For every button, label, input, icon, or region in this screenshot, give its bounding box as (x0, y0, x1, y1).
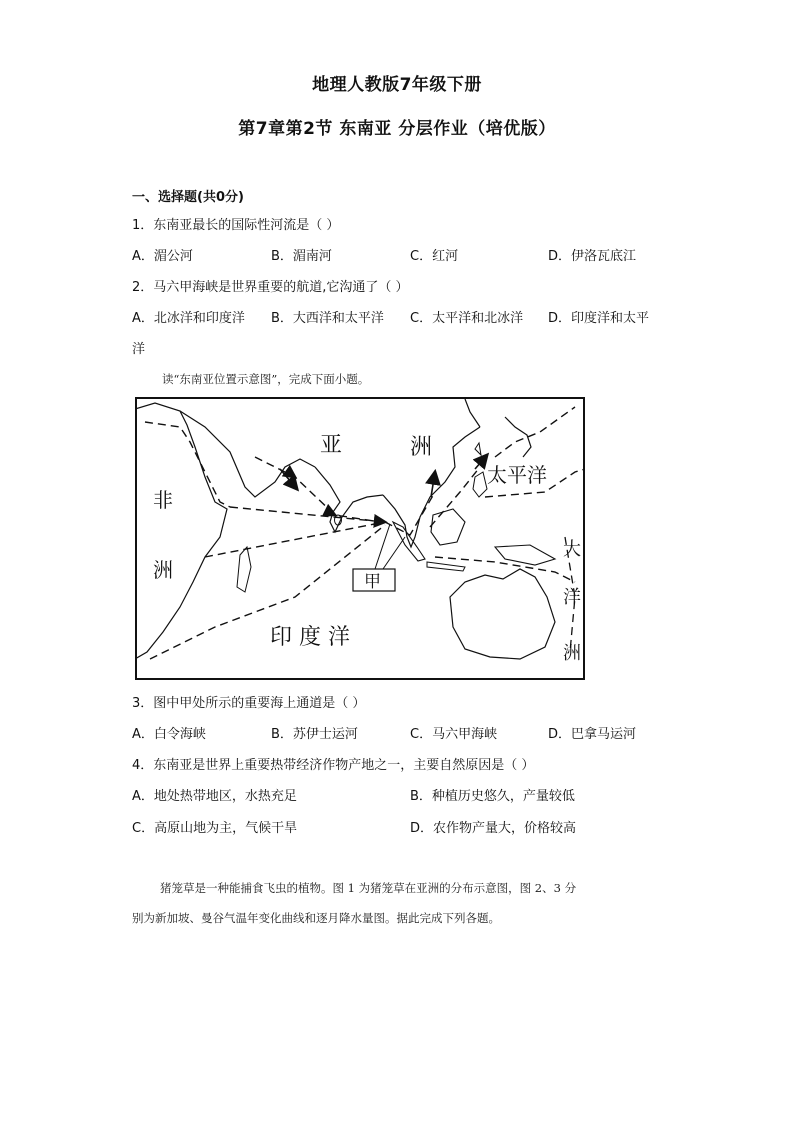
reading-intro-line-2: 别为新加坡、曼谷气温年变化曲线和逐月降水量图。据此完成下列各题。 (132, 911, 500, 925)
map-label-asia-2: 洲 (410, 435, 433, 460)
map-label-africa-1: 非 (153, 488, 173, 512)
question-2-option-continuation: 洋 (132, 342, 146, 357)
map-label-oceania-3: 洲 (563, 643, 581, 664)
question-3-stem: 3．图中甲处所示的重要海上通道是（ ） (132, 696, 366, 711)
q3-option-c: C．马六甲海峡 (410, 727, 498, 742)
q4-option-a: A．地处热带地区，水热充足 (132, 789, 297, 804)
map-label-pacific: 太平洋 (487, 463, 547, 487)
q4-option-b: B．种植历史悠久，产量较低 (410, 789, 575, 804)
map-label-asia-1: 亚 (320, 433, 343, 458)
map-intro-text: 读“东南亚位置示意图”，完成下面小题。 (162, 372, 370, 386)
section-heading: 一、选择题(共0分) (132, 190, 244, 205)
q4-option-d: D．农作物产量大，价格较高 (410, 821, 577, 836)
question-2-stem: 2．马六甲海峡是世界重要的航道,它沟通了（ ） (132, 280, 409, 295)
map-label-indian-ocean: 印 度 洋 (270, 625, 350, 650)
q1-option-d: D．伊洛瓦底江 (548, 249, 637, 264)
q2-option-b: B．大西洋和太平洋 (271, 311, 384, 326)
q1-option-a: A．湄公河 (132, 249, 193, 264)
q4-option-c: C．高原山地为主，气候干旱 (132, 821, 298, 836)
q3-option-b: B．苏伊士运河 (271, 727, 358, 742)
map-label-africa-2: 洲 (153, 558, 173, 582)
question-1-stem: 1．东南亚最长的国际性河流是（ ） (132, 218, 340, 233)
q1-option-c: C．红河 (410, 249, 459, 264)
q1-option-b: B．湄南河 (271, 249, 332, 264)
map-label-oceania-2: 洋 (563, 587, 581, 608)
q3-option-d: D．巴拿马运河 (548, 727, 637, 742)
map-label-jia: 甲 (364, 572, 381, 592)
question-4-stem: 4．东南亚是世界上重要热带经济作物产地之一，主要自然原因是（ ） (132, 758, 535, 773)
q2-option-d: D．印度洋和太平 (548, 311, 650, 326)
q2-option-c: C．太平洋和北冰洋 (410, 311, 524, 326)
document-subtitle: 第7章第2节 东南亚 分层作业（培优版） (238, 119, 556, 139)
q2-option-a: A．北冰洋和印度洋 (132, 311, 245, 326)
document-title: 地理人教版7年级下册 (312, 75, 482, 95)
southeast-asia-location-map (135, 397, 585, 680)
reading-intro-line-1: 猪笼草是一种能捕食飞虫的植物。图 1 为猪笼草在亚洲的分布示意图，图 2、3 分 (160, 881, 577, 895)
q3-option-a: A．白令海峡 (132, 727, 206, 742)
map-label-oceania-1: 大 (563, 539, 581, 560)
